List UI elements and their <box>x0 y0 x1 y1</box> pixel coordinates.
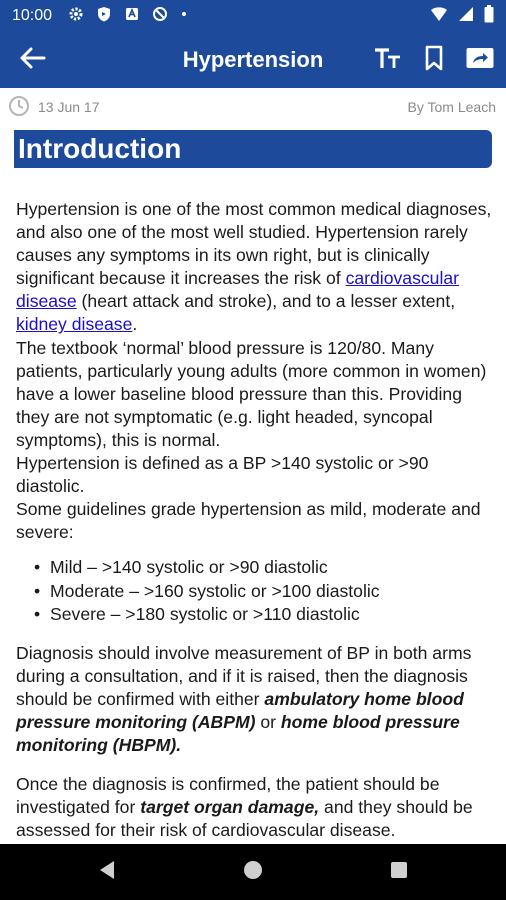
emphasis-hbpm: home blood pressure monitoring (HBPM). <box>16 711 460 756</box>
nav-home-button[interactable] <box>235 854 271 890</box>
paragraph-grading: Some guidelines grade hypertension as mild, moderate and severe: <box>16 499 481 543</box>
system-nav-bar <box>0 844 506 900</box>
spacer <box>16 626 494 642</box>
article-body <box>16 198 494 842</box>
arrow-left-icon <box>18 46 46 75</box>
bookmark-icon <box>424 45 444 76</box>
text-span: Once the diagnosis is confirmed, the patient should be investigated for <box>16 774 440 818</box>
status-time: 10:00 <box>12 7 53 24</box>
paragraph-intro <box>16 198 494 337</box>
app-actions <box>372 40 506 80</box>
news-icon <box>124 6 140 27</box>
text-span: (heart attack and stroke), and to a lesser extent, <box>76 291 456 312</box>
recents-square-icon <box>390 861 408 884</box>
article-date: 13 Jun 17 <box>38 99 100 115</box>
status-right <box>430 5 494 28</box>
list-item: • Severe – >180 systolic or >110 diastolic <box>50 603 494 626</box>
text-span: or <box>255 711 281 732</box>
article-author: By Tom Leach <box>407 99 496 115</box>
nav-recents-button[interactable] <box>381 854 417 890</box>
list-item: • Mild – >140 systolic or >90 diastolic <box>50 556 494 579</box>
section-heading: Introduction <box>14 130 492 168</box>
text-span: Diagnosis should involve measurement of BP in both arms during a consultation, and if it is raised, then the diagnosis should be confirmed with either <box>16 642 472 709</box>
paragraph-normal-bp: The textbook ‘normal’ blood pressure is 120/80. Many patients, particularly young adults (more common in women) have a lower baseline blood pressure than this. Providing they are not symptomatic (e.g. light headed, syncopal symptoms), this is normal. <box>16 337 487 450</box>
nav-back-button[interactable] <box>89 854 125 890</box>
home-circle-icon <box>243 860 263 885</box>
emphasis-abpm: ambulatory home blood pressure monitoring (ABPM) <box>16 688 464 732</box>
spacer <box>16 757 494 773</box>
share-screen-icon <box>465 46 495 75</box>
list-item: • Moderate – >160 systolic or >100 diastolic <box>50 580 494 603</box>
link-cardiovascular-disease[interactable]: cardiovascular disease <box>16 268 459 312</box>
status-icons <box>68 6 188 27</box>
paragraph-investigation <box>16 773 494 842</box>
gear-icon <box>68 6 84 27</box>
dot-icon <box>180 6 188 27</box>
paragraph-diagnosis <box>16 642 494 757</box>
text-size-button[interactable] <box>372 40 404 80</box>
back-triangle-icon <box>98 860 116 885</box>
signal-icon <box>458 6 474 27</box>
wifi-icon <box>430 6 448 27</box>
paragraph-definition: Hypertension is defined as a BP >140 systolic or >90 diastolic. <box>16 453 429 497</box>
text-span: and they should be assessed for their risk of cardiovascular disease. <box>16 797 473 841</box>
clock-icon <box>8 95 30 120</box>
share-button[interactable] <box>464 40 496 80</box>
article-meta <box>0 88 506 126</box>
back-button[interactable] <box>0 32 64 88</box>
text-span: Hypertension is one of the most common medical diagnoses, and also one of the most well studied. Hypertension rarely causes any symptoms in its own right, but is clinically significant because it increases the risk of <box>16 199 492 289</box>
text-span: . <box>132 314 138 335</box>
no-sync-icon <box>152 6 168 27</box>
link-kidney-disease[interactable]: kidney disease <box>16 314 133 335</box>
bookmark-button[interactable] <box>418 40 450 80</box>
grade-list <box>16 556 494 625</box>
text-size-icon <box>374 47 402 74</box>
status-bar <box>0 0 506 32</box>
shield-icon <box>96 6 112 27</box>
page-title: Hypertension <box>182 47 324 72</box>
app-bar <box>0 32 506 88</box>
emphasis-target-organ: target organ damage, <box>140 797 320 818</box>
battery-icon <box>484 5 494 28</box>
